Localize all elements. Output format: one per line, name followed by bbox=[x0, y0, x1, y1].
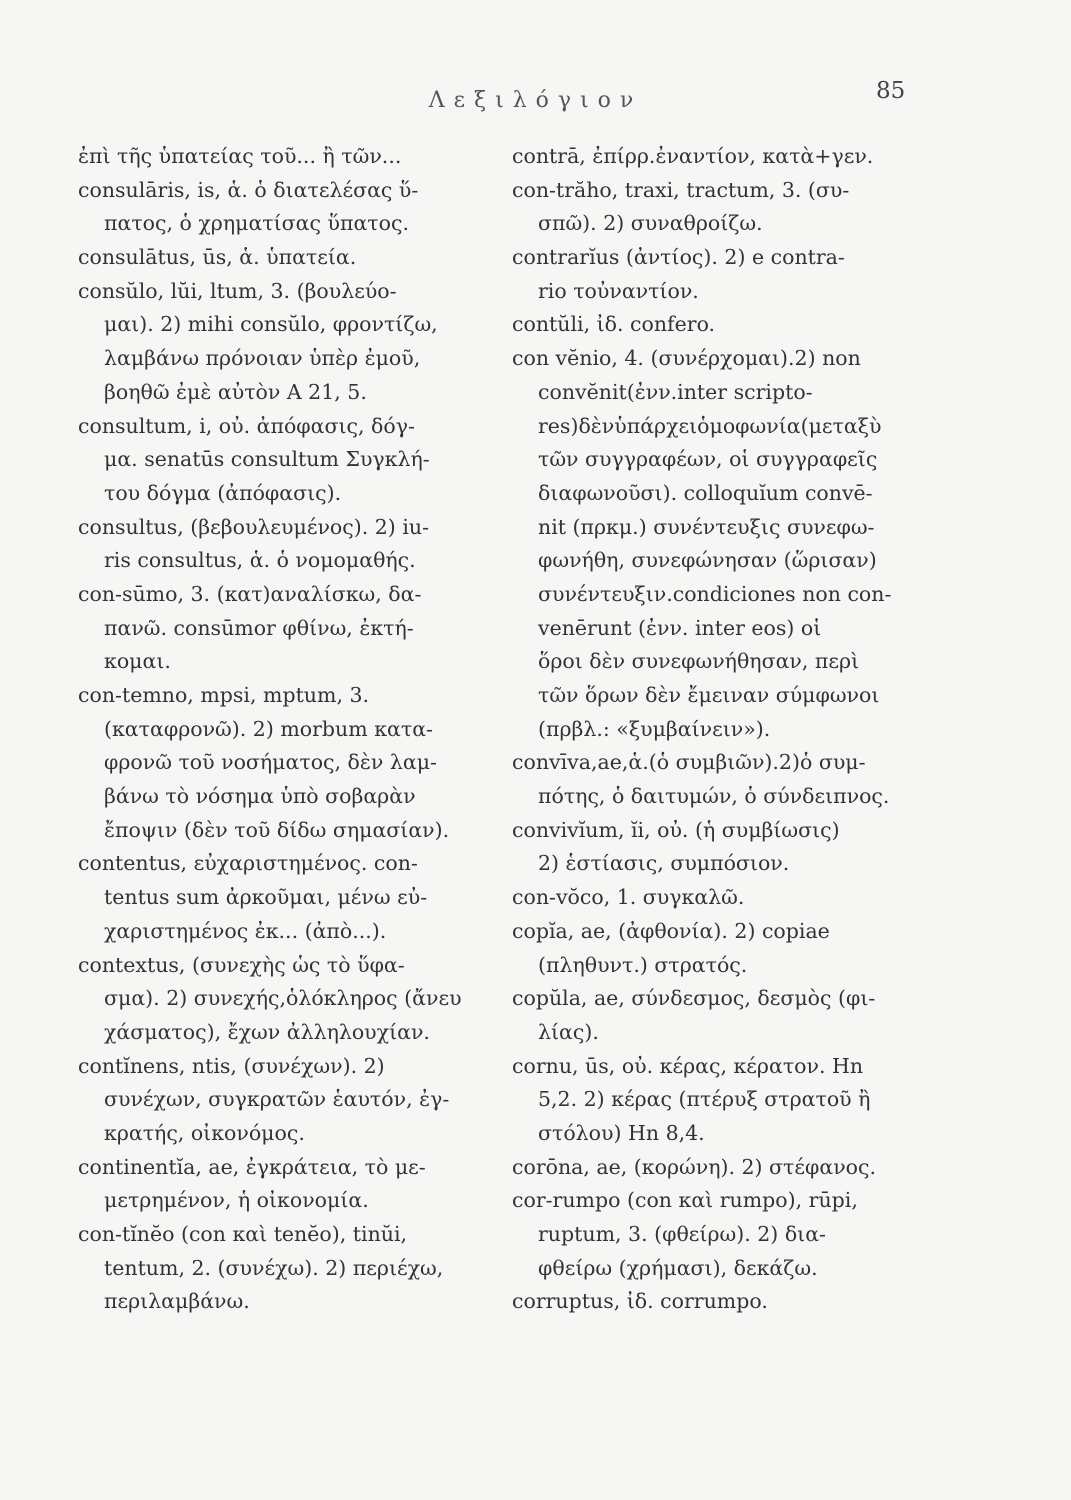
text-line: contĭnens, ntis, (συνέχων). 2) bbox=[78, 1053, 385, 1078]
text-line: continentĭa, ae, ἐγκράτεια, τὸ με- bbox=[78, 1154, 426, 1179]
text-line: rio τοὐναντίον. bbox=[538, 278, 699, 303]
text-line: ἐπὶ τῆς ὑπατείας τοῦ... ἢ τῶν... bbox=[78, 144, 402, 168]
text-line: 2) ἑστίασις, συμπόσιον. bbox=[538, 851, 790, 876]
left-column bbox=[78, 140, 498, 1319]
text-line: σπῶ). 2) συναθροίζω. bbox=[538, 211, 763, 236]
text-line: contŭli, ἰδ. confero. bbox=[512, 312, 716, 337]
text-line: βάνω τὸ νόσημα ὑπὸ σοβαρὰν bbox=[104, 784, 416, 809]
running-head: Λεξιλόγιον bbox=[428, 88, 643, 113]
text-line: convīva,ae,ἁ.(ὁ συμβιῶν).2)ὁ συμ- bbox=[512, 750, 866, 775]
text-line: του δόγμα (ἀπόφασις). bbox=[104, 480, 342, 505]
page-number: 85 bbox=[876, 78, 906, 104]
text-line: μαι). 2) mihi consŭlo, φροντίζω, bbox=[104, 312, 438, 337]
text-line: copĭa, ae, (ἀφθονία). 2) copiae bbox=[512, 918, 830, 943]
text-line: τῶν ὅρων δὲν ἔμειναν σύμφωνοι bbox=[538, 683, 880, 707]
text-line: χαριστημένος ἐκ... (ἀπὸ...). bbox=[104, 918, 387, 943]
text-line: μα. senatūs consultum Συγκλή- bbox=[104, 447, 430, 472]
text-line: φρονῶ τοῦ νοσήματος, δὲν λαμ- bbox=[104, 750, 437, 775]
text-line: χάσματος), ἔχων ἀλληλουχίαν. bbox=[104, 1019, 430, 1044]
text-line: consŭlo, lŭi, ltum, 3. (βουλεύο- bbox=[78, 278, 397, 303]
text-line: διαφωνοῦσι). colloquĭum convē- bbox=[538, 480, 873, 505]
text-line: tentum, 2. (συνέχω). 2) περιέχω, bbox=[104, 1255, 444, 1280]
text-line: πανῶ. consūmor φθίνω, ἐκτή- bbox=[104, 615, 414, 640]
text-line: λίας). bbox=[538, 1019, 599, 1044]
text-line: (πρβλ.: «ξυμβαίνειν»). bbox=[538, 716, 771, 741]
text-line: ris consultus, ἁ. ὁ νομομαθής. bbox=[104, 548, 416, 573]
text-line: con-vŏco, 1. συγκαλῶ. bbox=[512, 885, 745, 910]
text-line: (καταφρονῶ). 2) morbum κατα- bbox=[104, 716, 433, 741]
text-line: φθείρω (χρήμασι), δεκάζω. bbox=[538, 1255, 818, 1280]
right-column bbox=[512, 140, 932, 1319]
text-line: convĕnit(ἐνν.inter scripto- bbox=[538, 379, 813, 404]
text-line: περιλαμβάνω. bbox=[104, 1289, 250, 1314]
text-line: κομαι. bbox=[104, 649, 171, 674]
text-line: contrarĭus (ἀντίος). 2) e contra- bbox=[512, 245, 845, 270]
text-line: corruptus, ἰδ. corrumpo. bbox=[512, 1289, 768, 1314]
text-line: consulāris, is, ἁ. ὁ διατελέσας ὕ- bbox=[78, 177, 419, 202]
text-line: στόλου) Hn 8,4. bbox=[538, 1120, 705, 1145]
text-line: φωνήθη, συνεφώνησαν (ὥρισαν) bbox=[538, 548, 877, 573]
text-line: συνέχων, συγκρατῶν ἑαυτόν, ἐγ- bbox=[104, 1087, 450, 1112]
text-line: copŭla, ae, σύνδεσμος, δεσμὸς (φι- bbox=[512, 986, 876, 1011]
text-line: cor-rumpo (con καὶ rumpo), rūpi, bbox=[512, 1188, 858, 1213]
text-line: venērunt (ἐνν. inter eos) οἱ bbox=[538, 615, 822, 640]
text-line: nit (πρκμ.) συνέντευξις συνεφω- bbox=[538, 514, 875, 539]
text-line: ἔποψιν (δὲν τοῦ δίδω σημασίαν). bbox=[104, 817, 450, 842]
text-line: 5,2. 2) κέρας (πτέρυξ στρατοῦ ἢ bbox=[538, 1087, 871, 1112]
text-line: con-trăho, traxi, tractum, 3. (συ- bbox=[512, 177, 850, 202]
text-line: consulātus, ūs, ἁ. ὑπατεία. bbox=[78, 245, 357, 270]
text-line: βοηθῶ ἐμὲ αὐτὸν Α 21, 5. bbox=[104, 379, 367, 404]
text-line: con vĕnio, 4. (συνέρχομαι).2) non bbox=[512, 346, 861, 371]
text-line: consultus, (βεβουλευμένος). 2) iu- bbox=[78, 514, 430, 539]
text-line: contentus, εὐχαριστημένος. con- bbox=[78, 851, 418, 876]
text-line: πότης, ὁ δαιτυμών, ὁ σύνδειπνος. bbox=[538, 784, 890, 809]
text-line: σμα). 2) συνεχής,ὁλόκληρος (ἄνευ bbox=[104, 986, 462, 1011]
text-line: (πληθυντ.) στρατός. bbox=[538, 952, 748, 977]
text-line: tentus sum ἀρκοῦμαι, μένω εὐ- bbox=[104, 885, 428, 910]
text-line: con-tĭnĕo (con καὶ tenĕo), tinŭi, bbox=[78, 1222, 408, 1246]
text-line: con-sūmo, 3. (κατ)αναλίσκω, δα- bbox=[78, 581, 422, 606]
text-line: μετρημένον, ἡ οἰκονομία. bbox=[104, 1188, 369, 1213]
text-line: cornu, ūs, οὐ. κέρας, κέρατον. Hn bbox=[512, 1053, 864, 1078]
text-line: πατος, ὁ χρηματίσας ὕπατος. bbox=[104, 211, 409, 236]
text-line: consultum, i, οὐ. ἀπόφασις, δόγ- bbox=[78, 413, 415, 438]
text-line: convivĭum, ĭi, οὐ. (ἡ συμβίωσις) bbox=[512, 817, 840, 842]
text-line: λαμβάνω πρόνοιαν ὑπὲρ ἐμοῦ, bbox=[104, 346, 421, 371]
text-line: corōna, ae, (κορώνη). 2) στέφανος. bbox=[512, 1154, 877, 1179]
text-line: συνέντευξιν.condiciones non con- bbox=[538, 581, 892, 606]
text-line: con-temno, mpsi, mptum, 3. bbox=[78, 683, 370, 707]
text-line: κρατής, οἰκονόμος. bbox=[104, 1120, 305, 1145]
text-line: res)δὲνὑπάρχειὁμοφωνία(μεταξὺ bbox=[538, 413, 882, 438]
text-line: contrā, ἐπίρρ.ἐναντίον, κατὰ+γεν. bbox=[512, 144, 874, 168]
text-line: ὅροι δὲν συνεφωνήθησαν, περὶ bbox=[538, 649, 860, 674]
text-line: τῶν συγγραφέων, οἱ συγγραφεῖς bbox=[538, 447, 878, 472]
text-line: ruptum, 3. (φθείρω). 2) δια- bbox=[538, 1222, 826, 1246]
text-line: contextus, (συνεχὴς ὡς τὸ ὕφα- bbox=[78, 952, 405, 977]
